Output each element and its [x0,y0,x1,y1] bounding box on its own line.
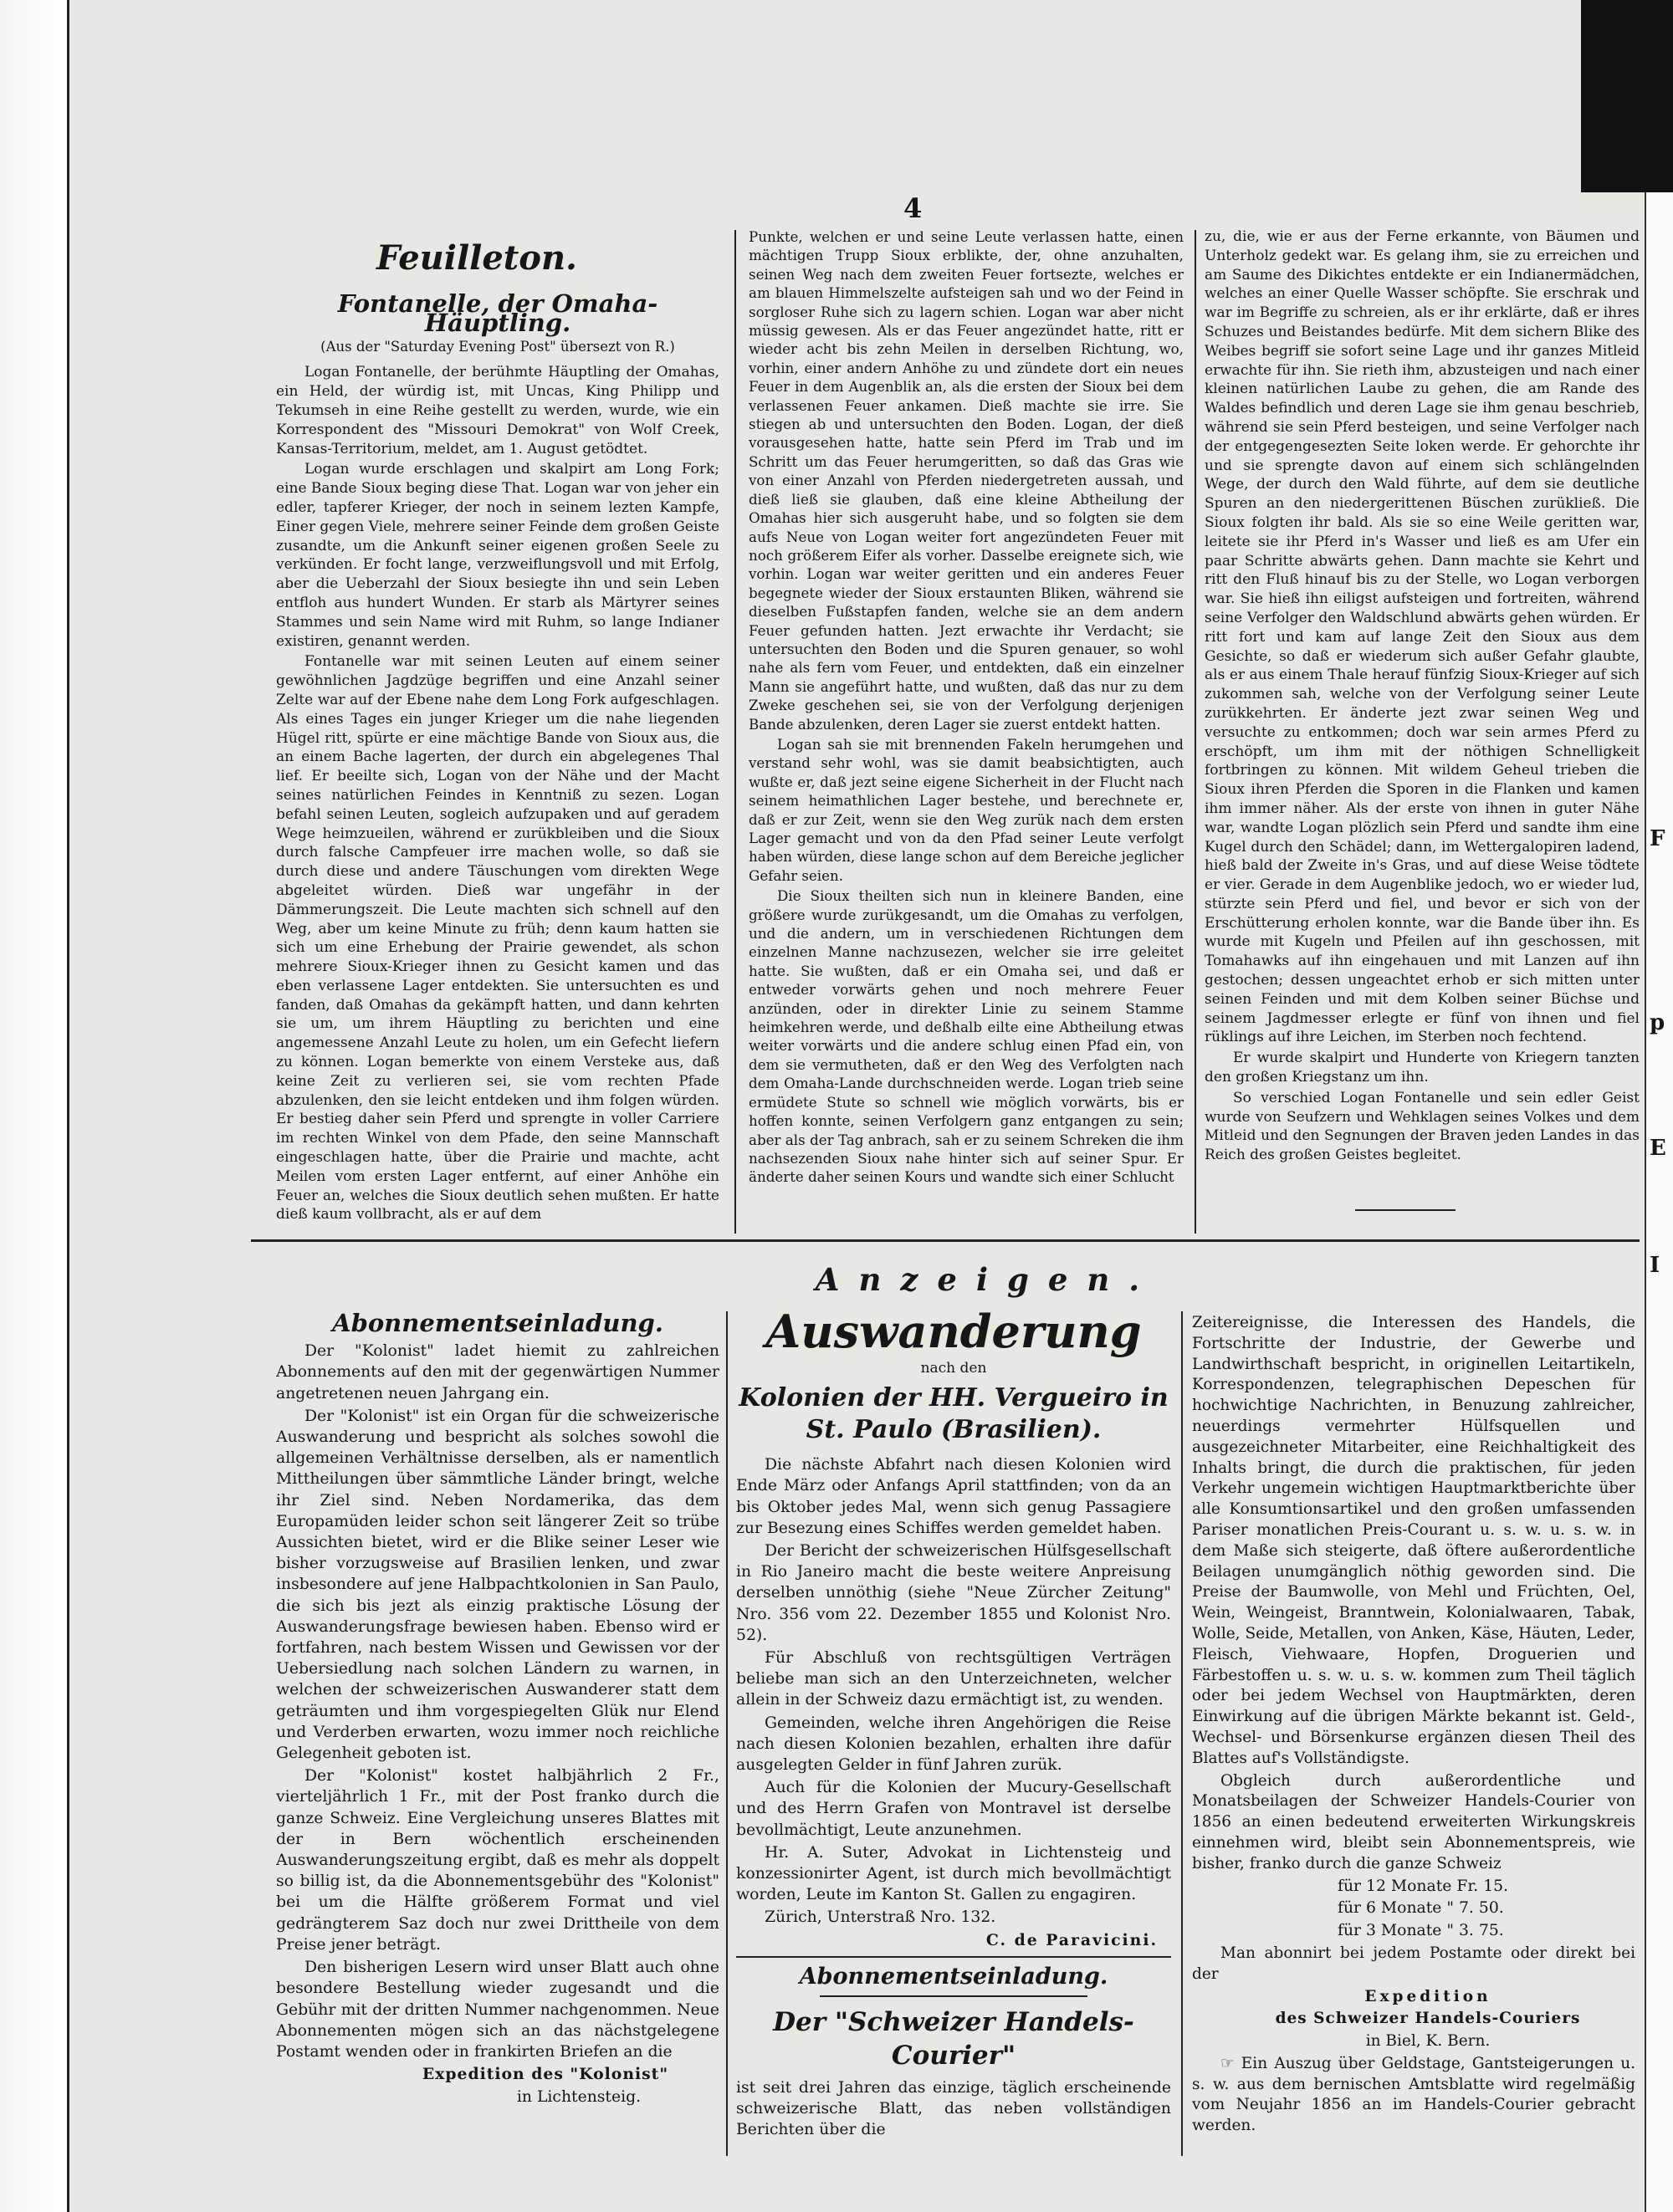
ad-title: Abonnementseinladung. [799,1963,1108,1990]
story-paragraph: Fontanelle war mit seinen Leuten auf einem seiner gewöhnlichen Jagdzüge begriffen und eine Anzahl seiner Zelte war auf der Ebene nahe dem Long Fork aufgeschlagen. Als eines Tages ein junger Krieger um die nahe liegenden Hügel ritt, spürte er eine mächtige Bande von Sioux aus, die an einem Bache lagerten, der durch ein abgelegenes Thal lief. Er beeilte sich, Logan von der Nähe und der Macht seines natürlichen Feindes in Kenntniß zu sezen. Logan befahl seinen Leuten, sogleich aufzupaken und auf geradem Wege heimzueilen, während er zurükbleiben und die Sioux durch falsche Campfeuer irre machen wolle, so daß sie durch diese und andere Täuschungen vom direkten Wege abgeleitet würden. Dieß war ungefähr in der Dämmerungszeit. Die Leute machten sich schnell auf den Weg, aber um keine Minute zu früh; denn kaum hatten sie sich um eine Erhebung der Prairie gewendet, als schon mehrere Sioux-Krieger ihnen zu Gesicht kamen und das eben verlassene Lager entdekten. Sie untersuchten es und fanden, daß Omahas da gekämpft hatten, und dann kehrten sie um, um ihrem Häuptling zu berichten und eine angemessene Anzahl Leute zu holen, um ein Gefecht liefern zu können. Logan bemerkte von einem Versteke aus, daß keine Zeit zu verlieren sei, sie vom rechten Pfade abzulenken, den sie leicht entdeken und ihm folgen würden. Er bestieg daher sein Pferd und sprengte in voller Carriere im rechten Winkel von dem Pfade, den seine Mannschaft eingeschlagen hatte, über die Prairie und machte, acht Meilen vom ersten Lager entfernt, auf einer Anhöhe ein Feuer an, welches die Sioux deutlich sehen mußten. Er hatte dieß kaum vollbracht, als er auf dem [276,653,719,1223]
price-line: für 6 Monate " 7. 50. [1338,1899,1504,1918]
column-rule [726,1311,728,2156]
feuilleton-column-3 [1205,227,1640,1198]
ad-subtitle: nach den [920,1360,987,1377]
end-rule [1355,1209,1456,1211]
expedition-name: des Schweizer Handels-Couriers [1275,2010,1581,2028]
ad-subtitle-colonies: Kolonien der HH. Vergueiro in St. Paulo (Brasilien). [739,1383,1169,1445]
ad-paragraph: Den bisherigen Lesern wird unser Blatt auch ohne besondere Bestellung wieder zugesandt und die Gebühr mit der dritten Nummer nachgenommen. Neue Abonnementen mögen sich an das nächstgelegene Postamt wenden oder in frankirten Briefen an die [276,1959,719,2061]
anzeigen-heading: Anzeigen. [815,1261,1159,1298]
story-paragraph: Punkte, welchen er und seine Leute verlassen hatte, einen mächtigen Trupp Sioux erblikte, der, ohne anzuhalten, seinen Weg nach dem zweiten Feuer fortsezte, welches er am blauen Himmelszelte aufsteigen sah und wo der Feind in sorgloser Ruhe sich zu lagern schien. Logan war aber nicht müssig gewesen. Als er das Feuer angezündet hatte, ritt er wieder acht bis zehn Meilen in derselben Richtung, wo, vorhin, einer andern Anhöhe zu und zündete dort ein neues Feuer in dem Augenblik an, als die ersten der Sioux bei dem verlassenen Feuer ankamen. Dieß machte sie irre. Sie stiegen ab und untersuchten den Boden. Logan, der dieß vorausgesehen hatte, hatte sein Pferd im Trab und im Schritt um das Feuer herumgeritten, so daß das Gras wie von einer Anzahl von Pferden niedergetreten aussah, und dieß ließ sie glauben, daß eine kleine Abtheilung der Omahas hier sich ausgeruht habe, und so folgten sie dem aufs Neue von Logan weiter fort angezündeten Feuer mit noch größerem Eifer als vorher. Dasselbe ereignete sich, wie vorhin. Logan war weiter geritten und ein anderes Feuer begegnete wieder der Sioux erstaunten Bliken, während sie dieselben Fußstapfen fanden, welche sie an dem andern Feuer gefunden hatten. Jezt erwachte ihr Verdacht; sie untersuchten den Boden und die Spuren genauer, so wohl nahe als fern vom Feuer, und entdekten, daß ein einzelner Mann sie angeführt hatte, und wußten, daß das nur zu dem Zweke geschehen sei, sie von der Verfolgung derjenigen Bande abzulenken, deren Lager sie zuerst entdekt hatten. [749,228,1184,733]
adjacent-page-strip: F p E I [1645,192,1673,2212]
ad-column-2 [736,1305,1171,2158]
price-line: für 3 Monate " 3. 75. [1338,1922,1504,1940]
ad-place: in Lichtensteig. [516,2088,642,2107]
ad-paragraph: Auch für die Kolonien der Mucury-Gesellschaft und des Herrn Grafen von Montravel ist derselbe bevollmächtigt, Leute anzunehmen. [736,1779,1171,1839]
page-number: 4 [903,192,923,224]
feuilleton-column-2 [749,227,1184,1231]
expedition-place: in Biel, K. Bern. [1365,2032,1491,2051]
story-paragraph: Logan Fontanelle, der berühmte Häuptling der Omahas, ein Held, der würdig ist, mit Uncas, King Philipp und Tekumseh in eine Reihe gestellt zu werden, wurde, wie ein Korrespondent des "Missouri Demokrat" von Wolf Creek, Kansas-Territorium, meldet, am 1. August getödtet. [276,364,719,457]
story-source: (Aus der "Saturday Evening Post" übersezt von R.) [320,338,675,355]
expedition-label: Expedition [1364,1987,1491,2005]
story-paragraph: So verschied Logan Fontanelle und sein edler Geist wurde von Seufzern und Wehklagen seines Volkes und dem Mitleid und den Segnungen der Braven jeden Landes in das Reich des großen Geistes begleitet. [1205,1089,1640,1164]
ad-signature: C. de Paravicini. [985,1930,1158,1949]
ad-separator [736,1956,1171,1958]
ad-title-auswanderung: Auswanderung [765,1305,1142,1358]
scan-marker [1581,0,1673,192]
footnote: ☞ Ein Auszug über Geldstage, Gantsteigerungen u. s. w. aus dem bernischen Amtsblatte wird regelmäßig vom Neujahr 1856 an im Handels-Courier gebracht werden. [1192,2054,1635,2135]
column-rule [1181,1311,1183,2156]
ad-paragraph: Der "Kolonist" kostet halbjährlich 2 Fr., vierteljährlich 1 Fr., mit der Post franko durch die ganze Schweiz. Eine Vergleichung unseres Blattes mit der in Bern wöchentlich erscheinenden Auswanderungszeitung ergibt, daß es mehr als doppelt so billig ist, da die Abonnementsgebühr des "Kolonist" bei um die Hälfte größerem Format und viel gedrängterem Saz doch nur zwei Drittheile von dem Preise jener beträgt. [276,1767,719,1954]
price-line: für 12 Monate Fr. 15. [1338,1877,1509,1895]
ad-column-3 [1192,1313,1635,2149]
ad-paragraph: ist seit drei Jahren das einzige, täglich erscheinende schweizerische Blatt, das neben vollständigen Berichten über die [736,2079,1171,2139]
ad-paragraph: Für Abschluß von rechtsgültigen Verträgen beliebe man sich an den Unterzeichneten, welcher allein in der Schweiz dazu ermächtigt ist, zu wenden. [736,1649,1171,1709]
ad-paragraph: Der Bericht der schweizerischen Hülfsgesellschaft in Rio Janeiro macht die beste weitere Anpreisung derselben unnöthig (siehe "Neue Zürcher Zeitung" Nro. 356 vom 22. Dezember 1855 und Kolonist Nro. 52). [736,1542,1171,1644]
ad-paragraph: Zeitereignisse, die Interessen des Handels, die Fortschritte der Industrie, der Gewerbe und Landwirthschaft bespricht, in originellen Leitartikeln, Korrespondenzen, telegraphischen Depeschen für hochwichtige Nachrichten, in Benuzung zahlreicher, neuerdings vermehrter Hülfsquellen und ausgezeichneter Mitarbeiter, eine Reichhaltigkeit des Inhalts bringt, die durch die praktischen, für jeden Verkehr ungemein wichtigen Hauptmarktberichte über alle Konsumtionsartikel und den großen umfassenden Pariser monatlichen Preis-Courant u. s. w. u. s. w. in dem Maße sich steigerte, daß öftere außerordentliche Beilagen unumgänglich nöthig geworden sind. Die Preise der Baumwolle, von Mehl und Früchten, Oel, Wein, Weingeist, Branntwein, Kolonialwaaren, Tabak, Wolle, Seide, Metallen, von Anken, Käse, Häuten, Leder, Fleisch, Viehwaare, Hopfen, Droguerien und Färbestoffen u. s. w. u. s. w. kommen zum Theil täglich oder bei jedem Wechsel von Hauptmärkten, deren Einwirkung auf die übrigen Märkte bekannt ist. Geld-, Wechsel- und Börsenkurse ergänzen diesen Theil des Blattes auf's Vollständigste. [1192,1314,1635,1767]
ad-title: Abonnementseinladung. [332,1313,663,1337]
ad-paragraph: Der "Kolonist" ladet hiemit zu zahlreichen Abonnements auf den mit der gegenwärtigen Nummer angetretenen neuen Jahrgang ein. [276,1342,719,1402]
ad-dateline: Zürich, Unterstraß Nro. 132. [765,1908,996,1927]
ad-column-1 [276,1313,719,2149]
story-paragraph: Logan wurde erschlagen und skalpirt am Long Fork; eine Bande Sioux beging diese That. Logan war von jeher ein edler, tapferer Krieger, der noch in seinem lezten Kampfe, Einer gegen Viele, mehrere seiner Feinde dem großen Geiste zusandte, um die Ankunft seiner eigenen großen Seele zu verkünden. Er focht lange, verzweiflungsvoll und mit Erfolg, aber die Ueberzahl der Sioux besiegte ihn und sein Leben entfloh aus hundert Wunden. Er starb als Märtyrer seines Stammes und sein Name wird mit Ruhm, so lange Indianer existiren, genannt werden. [276,461,719,650]
feuilleton-heading: Feuilleton. [376,238,577,278]
column-rule [734,230,736,1234]
story-paragraph: Logan sah sie mit brennenden Fakeln herumgehen und verstand sehr wohl, was sie damit beabsichtigten, auch wußte er, daß jezt seine eigene Sicherheit in der Flucht nach seinem heimathlichen Lager bestehe, und berechnete er, daß er zur Zeit, wenn sie den Weg zurük nach dem ersten Lager gemacht und von da den Pfad seiner Leute verfolgt haben würden, diese lange schon auf dem Bereiche jeglicher Gefahr seien. [749,735,1184,884]
section-divider [251,1239,1640,1242]
ad-separator [820,1995,1087,1997]
ad-paragraph: Obgleich durch außerordentliche und Monatsbeilagen der Schweizer Handels-Courier von 1856 an einen bedeutend erweiterten Wirkungskreis einnehmen wird, bleibt sein Abonnementspreis, wie bisher, franko durch die ganze Schweiz [1192,1771,1635,1872]
page-gutter [0,0,69,2212]
story-paragraph: Er wurde skalpirt und Hunderte von Kriegern tanzten den großen Kriegstanz um ihn. [1205,1050,1640,1086]
ad-paragraph: Man abonnirt bei jedem Postamte oder direkt bei der [1192,1944,1635,1983]
column-rule [1195,230,1196,1234]
story-paragraph: Die Sioux theilten sich nun in kleinere Banden, eine größere wurde zurükgesandt, um die Omahas zu verfolgen, und die andern, um in verschiedenen Richtungen dem einzelnen Manne nachzusezen, welcher sie irre geleitet hatte. Sie wußten, daß er ein Omaha sei, und daß er entweder vorwärts gehen und noch mehrere Feuer anzünden, oder in direkter Linie zu seinem Stamme heimkehren werde, und deßhalb eilte eine Abtheilung etwas weiter vorwärts und die andere schlug einen Pfad ein, von dem sie vermutheten, daß er den Weg des Verfolgten nach dem Omaha-Lande durchschneiden werde. Logan trieb seine ermüdete Stute so schnell wie möglich vorwärts, bis er hoffen konnte, seinen Verfolgern ganz entgangen zu sein; aber als der Tag anbrach, sah er zu seinem Schreken die ihm nachsezenden Sioux nahe hinter sich auf seiner Spur. Er änderte daher seinen Kours und wandte sich einer Schlucht [749,887,1184,1186]
ad-paragraph: Hr. A. Suter, Advokat in Lichtensteig und konzessionirter Agent, ist durch mich bevollmächtigt worden, Leute im Kanton St. Gallen zu engagiren. [736,1843,1171,1904]
ad-paragraph: Gemeinden, welche ihren Angehörigen die Reise nach diesen Kolonien bezahlen, erhalten ihre dafür ausgelegten Gelder in fünf Jahren zurük. [736,1714,1171,1775]
ad-signature: Expedition des "Kolonist" [422,2065,669,2084]
feuilleton-column-1 [276,284,719,1238]
story-paragraph: zu, die, wie er aus der Ferne erkannte, von Bäumen und Unterholz gedekt war. Es gelang ihm, sie zu erreichen und am Saume des Dikichtes entdekte er ein Indianermädchen, welches an einer Quelle Wasser schöpfte. Sie erschrak und war im Begriffe zu schreien, als er ihr erklärte, daß er ihres Schuzes und Beistandes bedürfe. Mit dem sichern Blike des Weibes begriff sie sofort seine Lage und ihr ganzes Mitleid erwachte für ihn. Sie rieth ihm, abzusteigen und nach einer kleinen natürlichen Laube zu gehen, die am Rande des Waldes befindlich und deren Lage sie ihm genau beschrieb, während sie sein Pferd besteigen, und seine Verfolger nach der entgegengesezten Seite loken werde. Er gehorchte ihr und sie sprengte davon auf einem sich schlängelnden Wege, der durch den Wald führte, auf dem sie deutliche Spuren an den niedergerittenen Büschen zurükließ. Die Sioux folgten ihr bald. Als sie so eine Weile geritten war, leitete sie ihr Pferd in's Wasser und ließ es am Ufer ein paar Schritte abwärts gehen. Dann machte sie Kehrt und ritt den Fluß hinauf bis zu der Stelle, wo Logan verborgen war. Sie hieß ihn eiligst aufsteigen und fortreiten, während seine Verfolger den Waldschlund abwärts gehen würden. Er ritt fort und kam auf lange Zeit den Sioux aus dem Gesichte, so daß er wiederum sich außer Gefahr glaubte, als er aus einem Thale herauf fünfzig Sioux-Krieger auf sich zukommen sah, welche von der Verfolgung seiner Leute zurükkehrten. Er änderte jezt zwar seinen Weg und versuchte zu entkommen; doch war sein armes Pferd zu erschöpft, um ihm mit der nöthigen Schnelligkeit fortbringen zu können. Mit wildem Geheul trieben die Sioux ihren Pferden die Sporen in die Flanken und kamen ihm immer näher. Als der erste von ihnen in guter Nähe war, wandte Logan plözlich sein Pferd und sandte ihm eine Kugel durch den Schädel; dann, im Wettergalopiren ladend, hieß bald der Zweite in's Gras, und auf diese Weise tödtete er vier. Gerade in dem Augenblike jedoch, wo er wieder lud, stürzte sein Pferd und fiel, und bevor er sich von der Erschütterung erholen konnte, war die Bande über ihn. Es wurde mit Kugeln und Pfeilen auf ihn geschossen, mit Tomahawks auf ihn eingehauen und mit Lanzen auf ihn gestochen; dessen ungeachtet erhob er sich mitten unter seinen Feinden und mit dem Kolben seiner Büchse und seinem Jagdmesser erlegte er fünf von ihnen und fiel rüklings auf ihre Leichen, im Sterben noch fechtend. [1205,228,1640,1046]
ad-paragraph: Der "Kolonist" ist ein Organ für die schweizerische Auswanderung und bespricht als solches sowohl die allgemeinen Verhältnisse derselben, als er namentlich Mittheilungen über sämmtliche Länder bringt, welche ihr Ziel sind. Neben Nordamerika, das dem Europamüden leider schon seit längerer Zeit so trübe Aussichten bietet, wird er die Blike seiner Leser wie bisher vorzugsweise auf Brasilien lenken, und zwar insbesondere auf jene Halbpachtkolonien in San Paulo, die sich bis jezt als einzig praktische Lösung der Auswanderungsfrage bewiesen haben. Ebenso wird er fortfahren, nach bestem Wissen und Gewissen vor der Uebersiedlung nach solchen Ländern zu warnen, in welchen der schweizerischen Auswanderer statt dem geträumten und ihm vorgespiegelten Glük nur Elend und Verderben erwarten, wozu immer noch reichliche Gelegenheit geboten ist. [276,1407,719,1763]
ad-title-handels-courier: Der "Schweizer Handels-Courier" [773,2007,1134,2072]
ad-paragraph: Die nächste Abfahrt nach diesen Kolonien wird Ende März oder Anfangs April stattfinden; von da an bis Oktober jedes Mal, wenn sich genug Passagiere zur Besezung eines Schiffes werden gemeldet haben. [736,1456,1171,1537]
story-title: Fontanelle, der Omaha-Häuptling. [337,289,658,337]
